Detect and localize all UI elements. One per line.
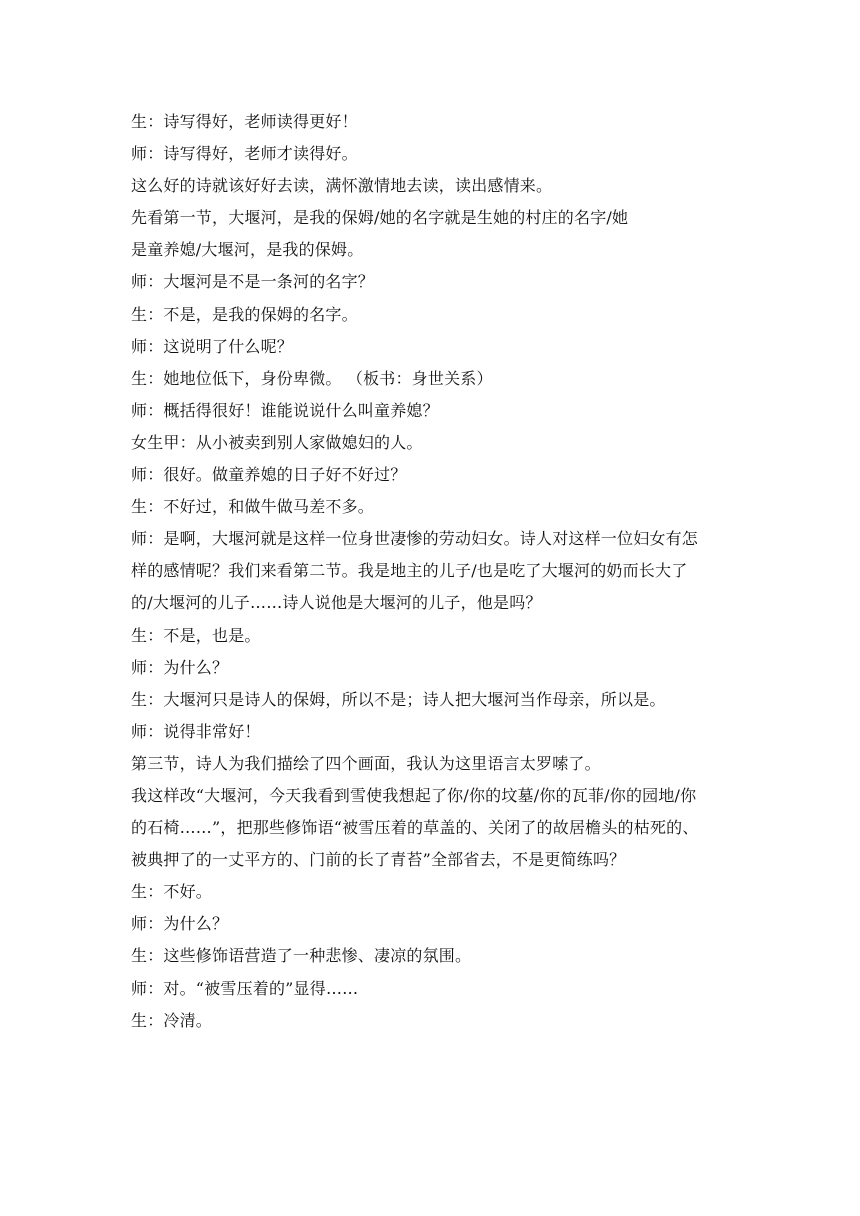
text-line: 生：不是，是我的保姆的名字。	[131, 304, 358, 324]
text-line: 样的感情呢？我们来看第二节。我是地主的儿子/也是吃了大堰河的奶而长大了	[131, 561, 688, 581]
text-line: 第三节，诗人为我们描绘了四个画面，我认为这里语言太罗嗦了。	[131, 753, 601, 773]
text-line: 师：是啊，大堰河就是这样一位身世凄惨的劳动妇女。诗人对这样一位妇女有怎	[131, 529, 699, 549]
text-line: 师：对。“被雪压着的”显得……	[131, 978, 359, 998]
text-line: 师：这说明了什么呢？	[131, 336, 294, 356]
text-line: 师：很好。做童养媳的日子好不好过？	[131, 465, 407, 485]
text-line: 这么好的诗就该好好去读，满怀激情地去读，读出感情来。	[131, 176, 553, 196]
text-line: 生：她地位低下，身份卑微。 （板书：身世关系）	[131, 368, 493, 388]
document-body	[131, 106, 731, 1037]
text-line: 师：为什么？	[131, 657, 229, 677]
text-line: 师：为什么？	[131, 914, 229, 934]
text-line: 生：不是，也是。	[131, 625, 261, 645]
text-line: 生：诗写得好，老师读得更好！	[131, 112, 358, 131]
text-line: 生：冷清。	[131, 1010, 213, 1030]
text-line: 生：这些修饰语营造了一种悲惨、凄凉的氛围。	[131, 946, 472, 966]
text-line: 师：诗写得好，老师才读得好。	[131, 144, 358, 164]
text-line: 被典押了的一丈平方的、门前的长了青苔”全部省去，不是更简练吗？	[131, 850, 626, 870]
text-line: 是童养媳/大堰河，是我的保姆。	[131, 240, 364, 260]
text-line: 生：不好过，和做牛做马差不多。	[131, 497, 375, 517]
text-line: 我这样改“大堰河，今天我看到雪使我想起了你/你的坟墓/你的瓦菲/你的园地/你	[131, 785, 697, 805]
text-line: 生：不好。	[131, 882, 213, 902]
text-line: 女生甲：从小被卖到别人家做媳妇的人。	[131, 432, 423, 452]
text-line: 师：说得非常好！	[131, 721, 261, 741]
text-line: 师：概括得很好！谁能说说什么叫童养媳？	[131, 400, 439, 420]
text-line: 的/大堰河的儿子……诗人说他是大堰河的儿子，他是吗？	[131, 593, 542, 613]
text-line: 先看第一节，大堰河，是我的保姆/她的名字就是生她的村庄的名字/她	[131, 208, 629, 228]
text-line: 师：大堰河是不是一条河的名字？	[131, 272, 375, 292]
text-line: 生：大堰河只是诗人的保姆，所以不是；诗人把大堰河当作母亲，所以是。	[131, 689, 666, 709]
text-line: 的石椅……”，把那些修饰语“被雪压着的草盖的、关闭了的故居檐头的枯死的、	[131, 818, 699, 838]
